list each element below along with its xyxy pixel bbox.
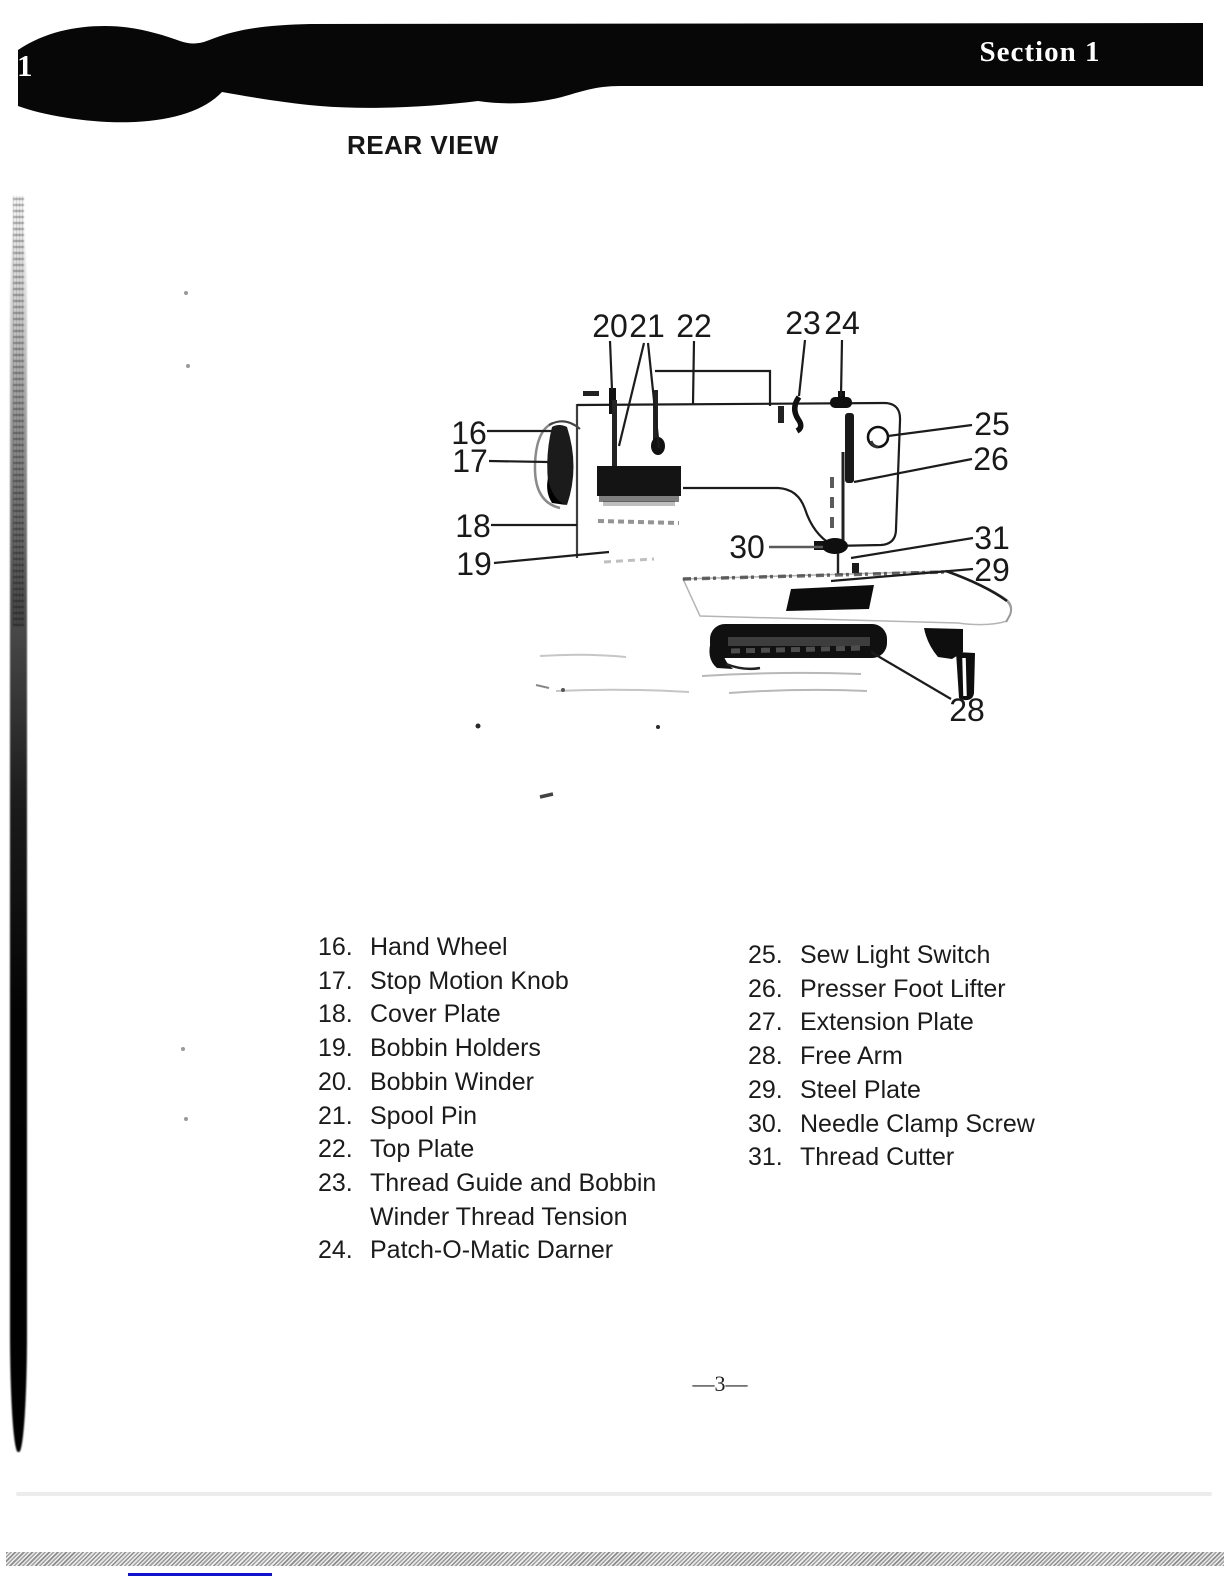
leader-line-20 [610, 341, 612, 390]
callout-26: 26 [973, 441, 1009, 477]
parts-list-item [318, 998, 656, 1032]
part-label: Top Plate [370, 1135, 475, 1164]
scan-specks [476, 688, 661, 797]
callout-31: 31 [974, 520, 1010, 556]
part-label: Thread Guide and Bobbin Winder Thread Tension [370, 1167, 656, 1234]
part-number: 28. [748, 1042, 783, 1071]
part-label: Sew Light Switch [800, 941, 991, 969]
callout-18: 18 [455, 508, 491, 544]
part-label: Free Arm [800, 1042, 903, 1071]
leader-line-28 [871, 652, 951, 699]
page-tab-number: 1 [17, 48, 33, 83]
page-title: REAR VIEW [347, 130, 499, 160]
callout-22: 22 [676, 308, 712, 344]
needle-assembly [814, 413, 859, 587]
leader-line-26 [854, 459, 972, 482]
parts-list-item [748, 1141, 1035, 1175]
part-number: 26. [748, 974, 783, 1003]
callout-23: 23 [785, 305, 821, 341]
part-label: Bobbin Holders [370, 1034, 541, 1063]
part-label: Patch-O-Matic Darner [370, 1236, 614, 1265]
parts-list-left [318, 931, 656, 1268]
presser-foot-lifter [845, 413, 854, 483]
parts-list-item [748, 1074, 1035, 1108]
parts-list-item [318, 931, 656, 965]
margin-speck [181, 1047, 185, 1051]
callout-30: 30 [729, 529, 765, 565]
free-arm [709, 624, 887, 669]
parts-list-item [748, 1108, 1035, 1142]
page-number: —3— [692, 1371, 748, 1396]
thread-guide [795, 397, 801, 431]
callout-17: 17 [452, 443, 488, 479]
footer-faint-rule [16, 1492, 1212, 1496]
callout-28: 28 [949, 692, 985, 728]
part-label: Spool Pin [370, 1101, 478, 1130]
parts-list-item [748, 973, 1035, 1007]
parts-list-item [748, 939, 1035, 973]
binding-shadow-speckle [13, 196, 24, 626]
part-label: Presser Foot Lifter [800, 974, 1006, 1003]
parts-list-item [318, 1133, 656, 1167]
base-faint-lines [536, 655, 867, 693]
steel-plate [786, 585, 874, 611]
parts-list-item [748, 1040, 1035, 1074]
part-label: Bobbin Winder [370, 1067, 534, 1096]
part-number: 29. [748, 1075, 783, 1104]
part-label: Needle Clamp Screw [800, 1109, 1035, 1138]
pillar-tick [778, 406, 784, 423]
callout-19: 19 [456, 546, 492, 582]
callout-24: 24 [824, 305, 860, 341]
part-number: 31. [748, 1143, 783, 1172]
parts-list-item [318, 1032, 656, 1066]
margin-speck [186, 364, 190, 368]
part-label: Cover Plate [370, 1000, 501, 1029]
part-number: 20. [318, 1067, 353, 1096]
leader-line-22 [693, 341, 694, 404]
parts-list-item [318, 1100, 656, 1134]
margin-speck [184, 1117, 188, 1121]
leader-line-21a [619, 343, 644, 446]
leader-line-23 [799, 340, 805, 396]
cover-plate-slot [597, 466, 681, 496]
callout-25: 25 [974, 406, 1010, 442]
part-number: 21. [318, 1101, 353, 1130]
parts-list-item [318, 1167, 656, 1234]
callout-20: 20 [592, 308, 628, 344]
callout-29: 29 [974, 552, 1010, 588]
parts-list-item [318, 965, 656, 999]
part-label: Steel Plate [800, 1075, 921, 1104]
part-number: 17. [318, 966, 353, 995]
leader-line-31 [851, 538, 973, 558]
bobbin-winder-area [583, 388, 681, 562]
rear-view-diagram [420, 285, 1040, 805]
leader-line-24 [841, 340, 842, 396]
needle-clamp-screw [822, 538, 848, 554]
callout-21: 21 [629, 308, 665, 344]
part-number: 27. [748, 1008, 783, 1037]
part-label: Stop Motion Knob [370, 966, 569, 995]
footer-hatch-bar [6, 1552, 1224, 1566]
part-label: Thread Cutter [800, 1143, 955, 1172]
part-label-line2: Winder Thread Tension [370, 1202, 628, 1231]
hand-wheel [535, 421, 580, 508]
part-label: Hand Wheel [370, 933, 508, 961]
section-header-label: Section 1 [979, 36, 1101, 68]
leader-line-19 [494, 552, 609, 563]
parts-list-item [318, 1066, 656, 1100]
parts-list-item [748, 1006, 1035, 1040]
part-number: 18. [318, 1000, 353, 1029]
parts-list-item [318, 1234, 656, 1268]
part-number: 22. [318, 1135, 353, 1164]
table-leg [924, 628, 975, 700]
part-number: 30. [748, 1109, 783, 1138]
leader-line-17 [489, 461, 548, 462]
top-plate-bracket [655, 371, 770, 406]
part-number: 19. [318, 1034, 353, 1063]
callout-16: 16 [451, 415, 487, 451]
part-number: 23. [318, 1168, 353, 1197]
margin-speck [184, 291, 188, 295]
part-number: 16. [318, 933, 353, 961]
part-number: 25. [748, 941, 783, 969]
parts-list-right [748, 939, 1035, 1175]
header-banner [0, 0, 1224, 140]
part-label: Extension Plate [800, 1008, 974, 1037]
sew-light-switch [868, 427, 888, 447]
footer-blue-line [128, 1573, 272, 1576]
part-number: 24. [318, 1236, 353, 1265]
